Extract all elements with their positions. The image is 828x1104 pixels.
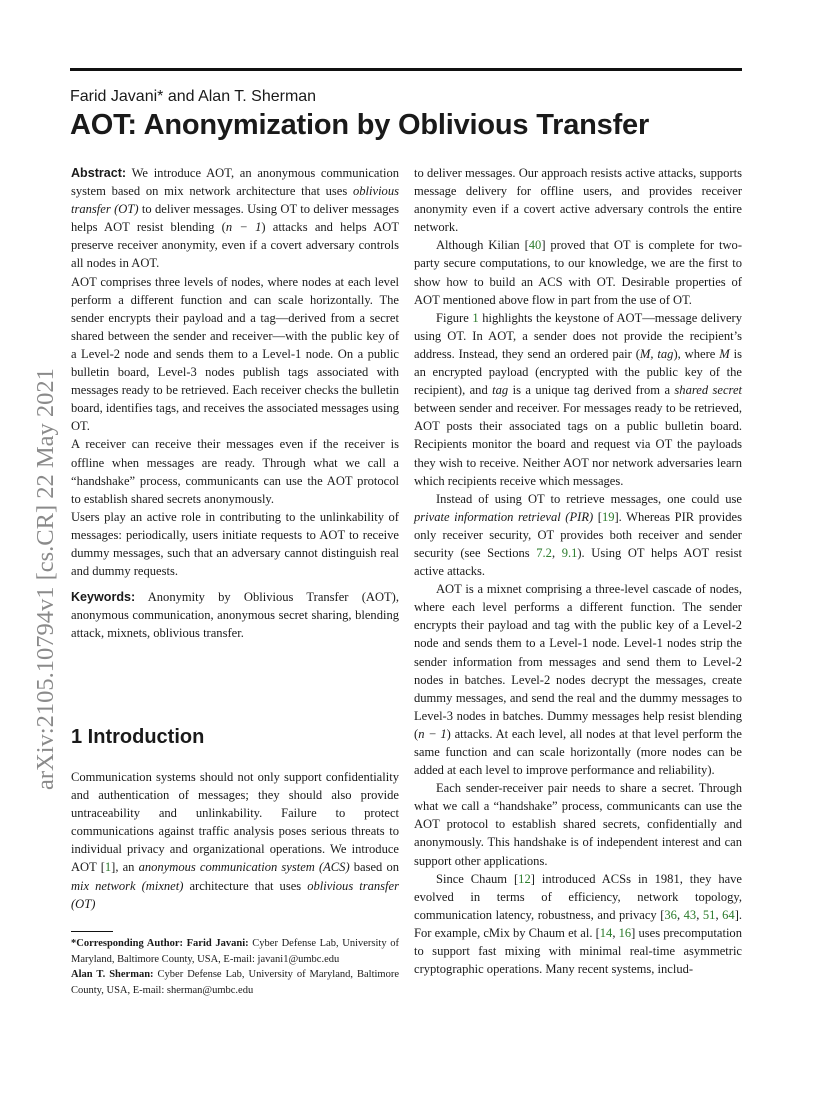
body-text: AOT is a mixnet comprising a three-level cascade of nodes, where each level performs a different function. The sender encrypts their payload and tag with the public key of a Level-2 node and sends them to a Level-1 node. Level-1 nodes strip the sender information from messages and send them to Level-2 nodes in batches. Level-2 nodes decrypt the messages, create dummy messages, and send the real and the dummy messages to Level-3 nodes in batches. Dummy messages help resist blending ( <box>414 582 742 741</box>
body-text: ] uses precomputation to support fast mixing with minimal real-time asymmetric cryptographic operations. Many recent systems, includ- <box>414 925 742 977</box>
body-text: ). Using OT helps AOT resist active attacks. <box>414 545 743 579</box>
citation-link[interactable]: 14 <box>599 925 613 940</box>
body-emphasis: private information retrieval (PIR) <box>414 509 594 524</box>
body-text: Instead of using OT to retrieve messages, one could use <box>436 491 742 506</box>
abstract-paragraph-2: AOT comprises three levels of nodes, where nodes at each level perform a different function and can scale horizontally. The sender encrypts their payload and a tag—derived from a secret shared between the sender and receiver—with the public key of a Level-2 node and sends them to a Level-1 node. On a public bulletin board, Level-3 nodes publish tags associated with messages ready to be retrieved. Each receiver checks the bulletin board, identifies tags, and receives the associated messages using OT. <box>71 274 399 434</box>
intro-emphasis: oblivious transfer (OT) <box>71 878 399 911</box>
body-text: Figure <box>436 310 473 325</box>
body-text: [ <box>593 509 602 524</box>
footnote-text: Cyber Defense Lab, University of Maryland, Baltimore County, USA, E-mail: javani1@umbc.edu <box>71 938 399 965</box>
math-expression: M <box>719 346 730 361</box>
footnote-label: Alan T. Sherman: <box>71 969 154 980</box>
intro-text: based on <box>349 860 400 875</box>
body-paragraph-7 <box>414 870 742 979</box>
abstract-text: We introduce AOT, an anonymous communication system based on mix network architecture that uses <box>71 166 399 199</box>
body-text: is an encrypted payload (encrypted with the public key of the recipient), and <box>414 346 742 398</box>
body-paragraph-2 <box>414 236 742 308</box>
footnote-second-author <box>71 967 399 998</box>
intro-paragraph-1 <box>71 768 399 913</box>
intro-emphasis: mix network (mixnet) <box>71 878 184 893</box>
abstract-label: Abstract: <box>71 166 127 180</box>
arxiv-margin-stamp <box>28 290 60 790</box>
citation-link[interactable]: 36 <box>664 907 677 922</box>
math-expression: n − 1 <box>225 220 262 235</box>
citation-separator: , <box>696 907 703 922</box>
body-text: ) attacks. At each level, all nodes at that level perform the same function and can scale horizontally (more nodes can be added at each level to improve performance and reliability). <box>414 726 743 778</box>
footnote-text: Cyber Defense Lab, University of Maryland, Baltimore County, USA, E-mail: sherman@umbc.edu <box>71 969 399 996</box>
section-link[interactable]: 7.2 <box>536 545 552 560</box>
body-text: ] proved that OT is complete for two-party secure computations, to our knowledge, we are the first to show how to build an ACS with OT. Desirable properties of AOT mentioned above flow in part from the use of OT. <box>414 238 742 307</box>
intro-text: ], an <box>111 860 139 875</box>
math-expression: M, tag <box>639 346 674 361</box>
citation-link[interactable]: 12 <box>518 871 531 886</box>
intro-text: architecture that uses <box>183 878 308 893</box>
arxiv-identifier: arXiv:2105.10794v1 [cs.CR] 22 May 2021 <box>32 368 59 790</box>
body-text: is a unique tag derived from a <box>508 383 675 398</box>
introduction-body <box>71 768 399 913</box>
keywords-paragraph <box>71 588 399 642</box>
citation-link[interactable]: 43 <box>683 907 697 922</box>
citation-separator: , <box>715 907 723 922</box>
footnote-corresponding-author <box>71 936 399 967</box>
math-expression: n − 1 <box>418 726 447 741</box>
body-text: ]. For example, cMix by Chaum et al. [ <box>414 907 743 940</box>
body-text: between sender and receiver. For messages ready to be retrieved, AOT posts their associated tags on a public bulletin board. Recipients monitor the board and request via OT the payloads they wish to receive. Neither AOT nor network adversaries learn which recipients receive which messages. <box>414 401 742 488</box>
citation-separator: , <box>612 925 619 940</box>
abstract-text: to deliver messages. Using OT to deliver messages helps AOT resist blending ( <box>71 202 399 235</box>
abstract-paragraph-3: A receiver can receive their messages even if the receiver is offline when messages are ready. Through what we call a “handshake” process, communicants can use the AOT protocol to establish shared secrets anonymously. <box>71 437 399 506</box>
citation-link[interactable]: 64 <box>722 907 735 922</box>
body-text: Since Chaum [ <box>436 871 519 886</box>
body-text: Although Kilian [ <box>436 238 529 253</box>
intro-text: Communication systems should not only support confidentiality and authentication of messages; they should also provide untraceability and unlinkability. Failure to protect communications against traffic analysis poses serious threats to individual privacy and organizational operations. We introduce AOT [ <box>71 770 399 875</box>
body-text: highlights the keystone of AOT—message delivery using OT. In AOT, a sender does not provide the recipient’s address. Instead, they send an ordered pair ( <box>414 310 742 361</box>
body-paragraph-3 <box>414 309 742 490</box>
citation-link[interactable]: 16 <box>618 925 632 940</box>
keywords-text: Anonymity by Oblivious Transfer (AOT), anonymous communication, anonymous secret sharing, blending attack, mixnets, oblivious transfer. <box>71 590 399 641</box>
section-heading-introduction: 1 Introduction <box>71 726 205 748</box>
abstract-emphasis: oblivious transfer (OT) <box>71 184 399 217</box>
left-column <box>71 164 399 642</box>
header-rule <box>70 68 742 71</box>
intro-emphasis: anonymous communication system (ACS) <box>138 860 350 875</box>
abstract-text: ) attacks and helps AOT preserve receiver anonymity, even if a covert adversary controls all nodes in AOT. <box>71 220 399 271</box>
footnote-rule <box>71 931 113 932</box>
abstract-paragraph-1 <box>71 164 399 273</box>
body-paragraph-5 <box>414 580 742 779</box>
keywords-label: Keywords: <box>71 590 136 605</box>
body-emphasis: shared secret <box>674 383 743 398</box>
body-paragraph-4 <box>414 490 742 580</box>
body-text: ), where <box>673 346 720 361</box>
body-paragraph-1: to deliver messages. Our approach resists active attacks, supports message delivery for offline users, and provides receiver anonymity even if a covert active adversary controls the entire network. <box>414 166 742 235</box>
figure-link[interactable]: 1 <box>472 310 479 325</box>
right-column <box>414 164 742 978</box>
citation-separator: , <box>676 907 684 922</box>
abstract-paragraph-4: Users play an active role in contributing to the unlinkability of messages: periodically, users initiate requests to AOT to receive dummy messages, such that an adversary cannot distinguish real and dummy requests. <box>71 509 399 579</box>
footnotes <box>71 936 399 998</box>
paper-title: AOT: Anonymization by Oblivious Transfer <box>70 109 650 141</box>
body-text: ] introduced ACSs in 1981, they have evolved in terms of efficiency, network topology, communication latency, robustness, and privacy [ <box>414 871 743 922</box>
body-text: ]. Whereas PIR provides only receiver security, OT provides both receiver and sender security (see Sections <box>414 509 742 560</box>
citation-link[interactable]: 40 <box>528 238 542 253</box>
citation-link[interactable]: 51 <box>702 907 716 922</box>
citation-link[interactable]: 1 <box>104 860 112 875</box>
section-link[interactable]: 9.1 <box>561 545 578 560</box>
author-line: Farid Javani* and Alan T. Sherman <box>70 88 317 105</box>
citation-link[interactable]: 19 <box>601 509 615 524</box>
body-paragraph-6: Each sender-receiver pair needs to share a secret. Through what we call a “handshake” process, communicants can use the AOT protocol to establish shared secrets, confidentially and anonymously. This handshake is of independent interest and can support other applications. <box>414 781 742 868</box>
footnote-label: *Corresponding Author: Farid Javani: <box>71 938 249 949</box>
body-emphasis: tag <box>492 383 509 398</box>
body-text: , <box>551 545 562 560</box>
